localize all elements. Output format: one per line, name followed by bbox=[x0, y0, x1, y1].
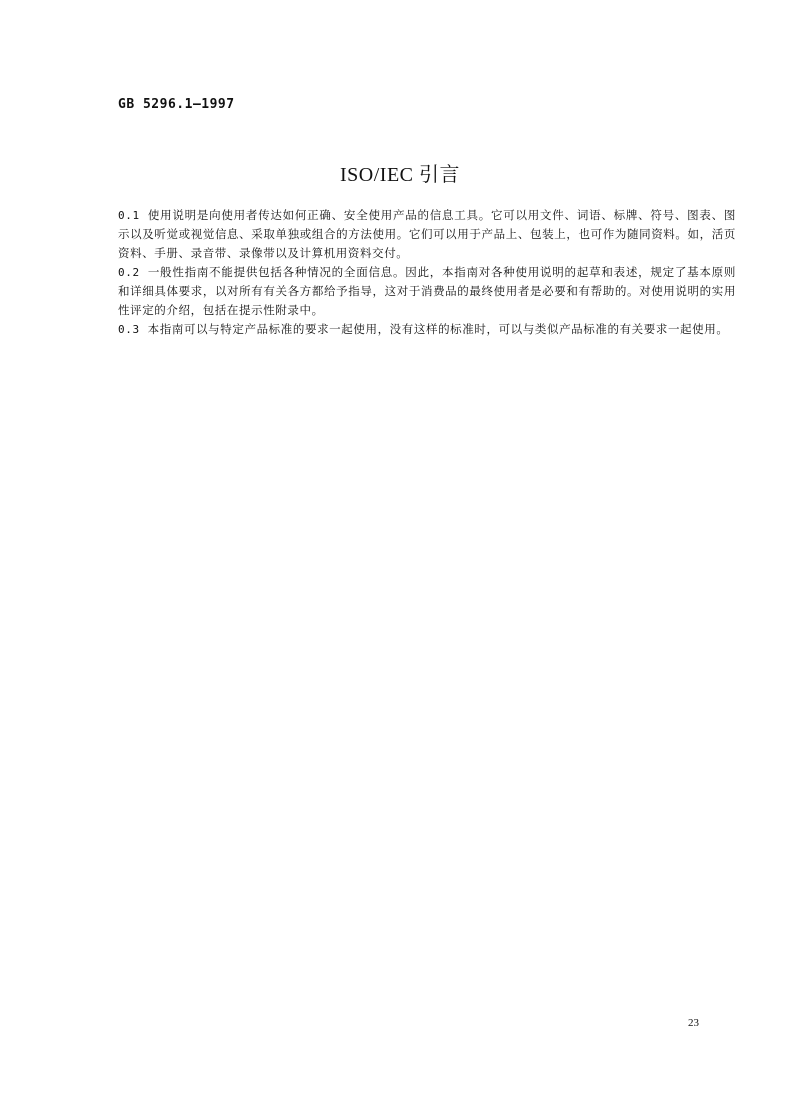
standard-code-header: GB 5296.1—1997 bbox=[118, 97, 235, 112]
clause-number: 0.2 bbox=[118, 266, 140, 279]
clause-number: 0.3 bbox=[118, 323, 140, 336]
clause-text: 一般性指南不能提供包括各种情况的全面信息。因此，本指南对各种使用说明的起草和表述，规定了基本原则和详细具体要求，以对所有有关各方都给予指导，这对于消费品的最终使用者是必要和有帮助的。对使用说明的实用性评定的介绍，包括在提示性附录中。 bbox=[118, 265, 736, 317]
clause-0-1 bbox=[118, 206, 736, 263]
clause-number: 0.1 bbox=[118, 209, 140, 222]
page-number: 23 bbox=[688, 1017, 699, 1029]
clause-0-3 bbox=[118, 320, 736, 339]
clause-text: 本指南可以与特定产品标准的要求一起使用，没有这样的标准时，可以与类似产品标准的有关要求一起使用。 bbox=[147, 322, 729, 336]
clause-0-2 bbox=[118, 263, 736, 320]
clause-text: 使用说明是向使用者传达如何正确、安全使用产品的信息工具。它可以用文件、词语、标牌、符号、图表、图示以及听觉或视觉信息、采取单独或组合的方法使用。它们可以用于产品上、包装上，也可作为随同资料。如，活页资料、手册、录音带、录像带以及计算机用资料交付。 bbox=[118, 208, 736, 260]
clauses-body bbox=[118, 206, 736, 339]
section-title: ISO/IEC 引言 bbox=[340, 164, 460, 186]
